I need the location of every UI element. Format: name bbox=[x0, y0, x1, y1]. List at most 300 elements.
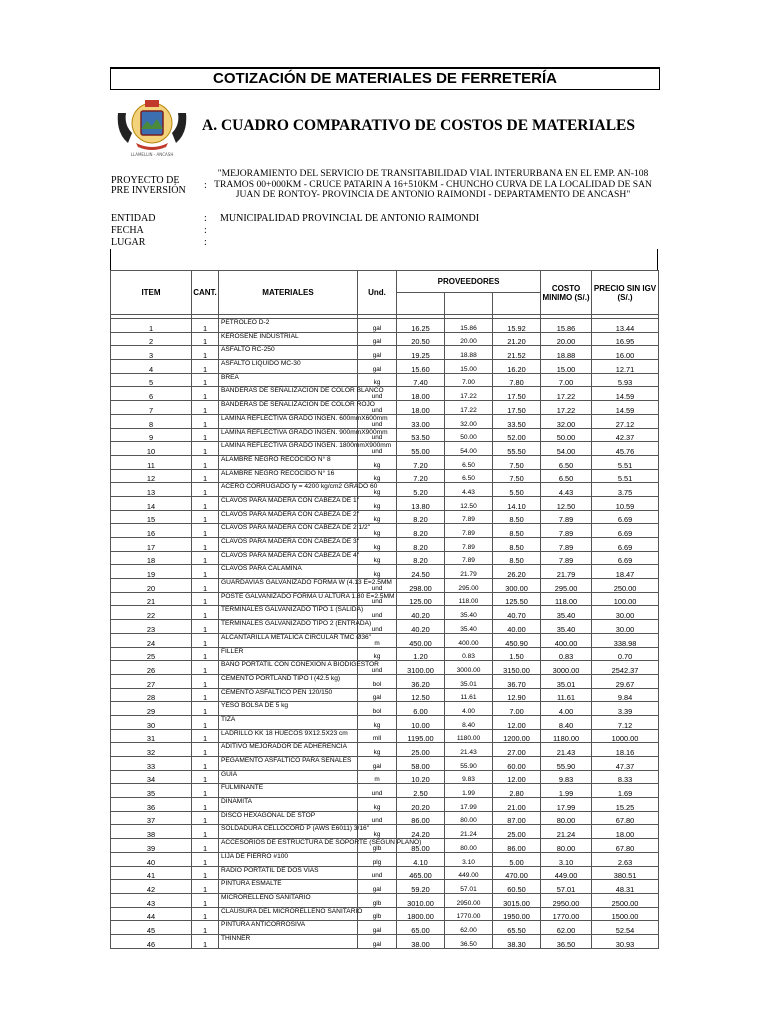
item-cell: 10 bbox=[111, 442, 192, 456]
proveedor-3-price: 1200.00 bbox=[493, 729, 541, 743]
material-cell: BREA bbox=[219, 373, 358, 387]
table-row bbox=[111, 414, 659, 428]
proveedor-3-price: 12.00 bbox=[493, 715, 541, 729]
proveedor-3-price: 8.50 bbox=[493, 510, 541, 524]
material-cell: FULMINANTE bbox=[219, 784, 358, 798]
und-cell: gal bbox=[358, 934, 397, 948]
proyecto-value: "MEJORAMIENTO DEL SERVICIO DE TRANSITABILIDAD VIAL INTERURBANA EN EL EMP. AN-108 TRAMOS 00+000KM - CRUCE PATARIN A 16+510KM - CHUNCHO CURVA DE LA LOCALIDAD DE SAN JUAN DE RONTOY- PROVINCIA DE ANTONIO RAIMONDI - DEPARTAMENTO DE ANCASH" bbox=[214, 168, 652, 200]
item-cell: 19 bbox=[111, 565, 192, 579]
item-cell: 22 bbox=[111, 606, 192, 620]
entidad-colon: : bbox=[204, 213, 207, 224]
material-cell: POSTE GALVANIZADO FORMA U ALTURA 1.80 E=2.5MM bbox=[219, 592, 358, 606]
proveedor-2-price: 1770.00 bbox=[445, 907, 493, 921]
material-cell: CLAVOS PARA MADERA CON CABEZA DE 1" bbox=[219, 496, 358, 510]
cant-cell: 1 bbox=[192, 770, 219, 784]
und-cell: kg bbox=[358, 373, 397, 387]
proveedor-2-price: 0.83 bbox=[445, 647, 493, 661]
costo-minimo-cell: 9.83 bbox=[541, 770, 592, 784]
costo-minimo-cell: 7.89 bbox=[541, 551, 592, 565]
table-row bbox=[111, 401, 659, 415]
costo-minimo-cell: 295.00 bbox=[541, 579, 592, 593]
precio-sin-igv-cell: 1.69 bbox=[592, 784, 659, 798]
proveedor-2-price: 35.01 bbox=[445, 674, 493, 688]
proveedor-2-price: 20.00 bbox=[445, 332, 493, 346]
municipal-coat-of-arms-icon bbox=[114, 93, 190, 159]
cant-cell: 1 bbox=[192, 715, 219, 729]
und-cell: kg bbox=[358, 825, 397, 839]
material-cell: CLAVOS PARA MADERA CON CABEZA DE 2" bbox=[219, 510, 358, 524]
proveedor-2-price: 8.40 bbox=[445, 715, 493, 729]
table-row bbox=[111, 798, 659, 812]
precio-sin-igv-cell: 45.76 bbox=[592, 442, 659, 456]
costo-minimo-cell: 6.50 bbox=[541, 455, 592, 469]
table-row bbox=[111, 510, 659, 524]
entidad-value: MUNICIPALIDAD PROVINCIAL DE ANTONIO RAIMONDI bbox=[220, 213, 480, 224]
und-cell: gal bbox=[358, 319, 397, 333]
entidad-label: ENTIDAD bbox=[111, 213, 156, 224]
precio-sin-igv-cell: 8.33 bbox=[592, 770, 659, 784]
proveedor-1-price: 16.25 bbox=[397, 319, 445, 333]
material-cell: GUIA bbox=[219, 770, 358, 784]
table-row bbox=[111, 784, 659, 798]
item-cell: 17 bbox=[111, 538, 192, 552]
proveedor-1-price: 24.20 bbox=[397, 825, 445, 839]
material-cell: ALAMBRE NEGRO RECOCIDO N° 8 bbox=[219, 455, 358, 469]
proveedor-3-price: 87.00 bbox=[493, 811, 541, 825]
precio-sin-igv-cell: 30.00 bbox=[592, 620, 659, 634]
proveedor-3-price: 36.70 bbox=[493, 674, 541, 688]
proveedor-2-price: 7.89 bbox=[445, 538, 493, 552]
proveedor-1-price: 8.20 bbox=[397, 551, 445, 565]
proveedor-1-price: 465.00 bbox=[397, 866, 445, 880]
cant-cell: 1 bbox=[192, 428, 219, 442]
item-cell: 4 bbox=[111, 360, 192, 374]
und-cell: und bbox=[358, 592, 397, 606]
proveedor-3-price: 38.30 bbox=[493, 934, 541, 948]
proveedor-3-price: 55.50 bbox=[493, 442, 541, 456]
proveedor-1-price: 33.00 bbox=[397, 414, 445, 428]
cant-cell: 1 bbox=[192, 496, 219, 510]
proveedor-3-price: 8.50 bbox=[493, 538, 541, 552]
table-row bbox=[111, 524, 659, 538]
proveedor-3-price: 5.00 bbox=[493, 852, 541, 866]
precio-sin-igv-cell: 7.12 bbox=[592, 715, 659, 729]
proveedor-1-price: 298.00 bbox=[397, 579, 445, 593]
proveedor-2-price: 118.00 bbox=[445, 592, 493, 606]
cant-cell: 1 bbox=[192, 346, 219, 360]
frame-right-line bbox=[657, 249, 658, 271]
cant-cell: 1 bbox=[192, 565, 219, 579]
item-cell: 38 bbox=[111, 825, 192, 839]
proveedor-1-price: 1.20 bbox=[397, 647, 445, 661]
table-row bbox=[111, 825, 659, 839]
document-title: COTIZACIÓN DE MATERIALES DE FERRETERÍA bbox=[110, 67, 660, 90]
und-cell: kg bbox=[358, 715, 397, 729]
und-cell: kg bbox=[358, 743, 397, 757]
costo-minimo-cell: 80.00 bbox=[541, 839, 592, 853]
und-cell: kg bbox=[358, 551, 397, 565]
material-cell: LAMINA REFLECTIVA GRADO INGEN. 900mmX900mm bbox=[219, 428, 358, 442]
proveedor-2-price: 7.89 bbox=[445, 551, 493, 565]
precio-sin-igv-cell: 6.69 bbox=[592, 551, 659, 565]
item-cell: 23 bbox=[111, 620, 192, 634]
material-cell: ALCANTARILLA METALICA CIRCULAR TMC Ø36" bbox=[219, 633, 358, 647]
precio-sin-igv-cell: 9.84 bbox=[592, 688, 659, 702]
material-cell: CLAUSURA DEL MICRORELLENO SANITARIO bbox=[219, 907, 358, 921]
material-cell: TIZA bbox=[219, 715, 358, 729]
cant-cell: 1 bbox=[192, 934, 219, 948]
item-cell: 36 bbox=[111, 798, 192, 812]
und-cell: glb bbox=[358, 893, 397, 907]
cant-cell: 1 bbox=[192, 702, 219, 716]
proyecto-label-line1: PROYECTO DE bbox=[111, 175, 180, 186]
proveedor-1-price: 25.00 bbox=[397, 743, 445, 757]
table-row bbox=[111, 483, 659, 497]
item-cell: 14 bbox=[111, 496, 192, 510]
precio-sin-igv-cell: 14.59 bbox=[592, 401, 659, 415]
material-cell: DISCO HEXAGONAL DE STOP bbox=[219, 811, 358, 825]
cant-cell: 1 bbox=[192, 852, 219, 866]
und-cell: und bbox=[358, 414, 397, 428]
proveedor-3-price: 16.20 bbox=[493, 360, 541, 374]
und-cell: und bbox=[358, 811, 397, 825]
item-cell: 6 bbox=[111, 387, 192, 401]
costo-minimo-cell: 35.01 bbox=[541, 674, 592, 688]
precio-sin-igv-cell: 5.51 bbox=[592, 455, 659, 469]
proveedor-1-price: 19.25 bbox=[397, 346, 445, 360]
proveedor-3-price: 52.00 bbox=[493, 428, 541, 442]
material-cell: CLAVOS PARA MADERA CON CABEZA DE 2 1/2" bbox=[219, 524, 358, 538]
proveedor-1-price: 1195.00 bbox=[397, 729, 445, 743]
proveedor-3-price: 450.90 bbox=[493, 633, 541, 647]
proveedor-2-price: 32.00 bbox=[445, 414, 493, 428]
costo-minimo-cell: 21.24 bbox=[541, 825, 592, 839]
proveedor-3-price: 15.92 bbox=[493, 319, 541, 333]
proveedor-2-price: 21.79 bbox=[445, 565, 493, 579]
section-subtitle: A. CUADRO COMPARATIVO DE COSTOS DE MATERIALES bbox=[202, 117, 636, 134]
material-cell: ASFALTO RC-250 bbox=[219, 346, 358, 360]
cant-cell: 1 bbox=[192, 592, 219, 606]
header-proveedores: PROVEEDORES bbox=[397, 271, 541, 293]
precio-sin-igv-cell: 18.00 bbox=[592, 825, 659, 839]
table-row bbox=[111, 715, 659, 729]
costo-minimo-cell: 7.00 bbox=[541, 373, 592, 387]
header-und: Und. bbox=[358, 271, 397, 315]
proveedor-2-price: 21.24 bbox=[445, 825, 493, 839]
proveedor-1-price: 10.00 bbox=[397, 715, 445, 729]
costo-minimo-cell: 2950.00 bbox=[541, 893, 592, 907]
table-row bbox=[111, 620, 659, 634]
item-cell: 9 bbox=[111, 428, 192, 442]
proveedor-1-price: 58.00 bbox=[397, 757, 445, 771]
cant-cell: 1 bbox=[192, 907, 219, 921]
proveedor-2-price: 449.00 bbox=[445, 866, 493, 880]
item-cell: 15 bbox=[111, 510, 192, 524]
item-cell: 20 bbox=[111, 579, 192, 593]
table-row bbox=[111, 866, 659, 880]
proveedor-2-price: 1.99 bbox=[445, 784, 493, 798]
proveedor-2-price: 4.00 bbox=[445, 702, 493, 716]
costo-minimo-cell: 1.99 bbox=[541, 784, 592, 798]
item-cell: 32 bbox=[111, 743, 192, 757]
precio-sin-igv-cell: 27.12 bbox=[592, 414, 659, 428]
item-cell: 13 bbox=[111, 483, 192, 497]
material-cell: SOLDADURA CELLOCORD P (AWS E6011) 3/16" bbox=[219, 825, 358, 839]
item-cell: 39 bbox=[111, 839, 192, 853]
costo-minimo-cell: 36.50 bbox=[541, 934, 592, 948]
proveedor-1-price: 2.50 bbox=[397, 784, 445, 798]
item-cell: 12 bbox=[111, 469, 192, 483]
fecha-colon: : bbox=[204, 225, 207, 236]
proveedor-2-price: 18.88 bbox=[445, 346, 493, 360]
material-cell: PEGAMENTO ASFALTICO PARA SEÑALES bbox=[219, 757, 358, 771]
und-cell: und bbox=[358, 620, 397, 634]
frame-left-line bbox=[110, 249, 111, 271]
proveedor-3-price: 12.90 bbox=[493, 688, 541, 702]
und-cell: m bbox=[358, 633, 397, 647]
proveedor-2-price: 3.10 bbox=[445, 852, 493, 866]
und-cell: gal bbox=[358, 346, 397, 360]
und-cell: und bbox=[358, 661, 397, 675]
table-row bbox=[111, 661, 659, 675]
header-item: ITEM bbox=[111, 271, 192, 315]
proveedor-1-price: 40.20 bbox=[397, 620, 445, 634]
item-cell: 16 bbox=[111, 524, 192, 538]
precio-sin-igv-cell: 30.93 bbox=[592, 934, 659, 948]
precio-sin-igv-cell: 1000.00 bbox=[592, 729, 659, 743]
costo-minimo-cell: 17.99 bbox=[541, 798, 592, 812]
proveedor-3-price: 86.00 bbox=[493, 839, 541, 853]
cant-cell: 1 bbox=[192, 579, 219, 593]
costo-minimo-cell: 4.43 bbox=[541, 483, 592, 497]
cant-cell: 1 bbox=[192, 469, 219, 483]
material-cell: TERMINALES GALVANIZADO TIPO 2 (ENTRADA) bbox=[219, 620, 358, 634]
proveedor-2-price: 6.50 bbox=[445, 455, 493, 469]
material-cell: BANDERAS DE SEÑALIZACION DE COLOR ROJO bbox=[219, 401, 358, 415]
item-cell: 3 bbox=[111, 346, 192, 360]
proveedor-3-price: 1950.00 bbox=[493, 907, 541, 921]
proveedor-2-price: 17.22 bbox=[445, 387, 493, 401]
table-row bbox=[111, 346, 659, 360]
precio-sin-igv-cell: 14.59 bbox=[592, 387, 659, 401]
costo-minimo-cell: 80.00 bbox=[541, 811, 592, 825]
proveedor-2-price: 21.43 bbox=[445, 743, 493, 757]
item-cell: 42 bbox=[111, 880, 192, 894]
table-row bbox=[111, 387, 659, 401]
precio-sin-igv-cell: 12.71 bbox=[592, 360, 659, 374]
precio-sin-igv-cell: 15.25 bbox=[592, 798, 659, 812]
item-cell: 45 bbox=[111, 921, 192, 935]
table-row bbox=[111, 319, 659, 333]
table-row bbox=[111, 579, 659, 593]
item-cell: 37 bbox=[111, 811, 192, 825]
cant-cell: 1 bbox=[192, 798, 219, 812]
table-row bbox=[111, 702, 659, 716]
cant-cell: 1 bbox=[192, 387, 219, 401]
material-cell: CLAVOS PARA CALAMINA bbox=[219, 565, 358, 579]
proveedor-2-price: 80.00 bbox=[445, 811, 493, 825]
proveedor-2-price: 36.50 bbox=[445, 934, 493, 948]
costo-minimo-cell: 21.43 bbox=[541, 743, 592, 757]
proveedor-1-price: 15.60 bbox=[397, 360, 445, 374]
proveedor-3-price: 2.80 bbox=[493, 784, 541, 798]
proveedor-1-price: 85.00 bbox=[397, 839, 445, 853]
und-cell: plg bbox=[358, 852, 397, 866]
table-row bbox=[111, 592, 659, 606]
und-cell: kg bbox=[358, 510, 397, 524]
cant-cell: 1 bbox=[192, 483, 219, 497]
fecha-label: FECHA bbox=[111, 225, 144, 236]
item-cell: 21 bbox=[111, 592, 192, 606]
proveedor-1-price: 59.20 bbox=[397, 880, 445, 894]
precio-sin-igv-cell: 47.37 bbox=[592, 757, 659, 771]
item-cell: 31 bbox=[111, 729, 192, 743]
cant-cell: 1 bbox=[192, 661, 219, 675]
item-cell: 28 bbox=[111, 688, 192, 702]
material-cell: GUARDAVIAS GALVANIZADO FORMA W (4.13 E=2.5MM bbox=[219, 579, 358, 593]
table-row bbox=[111, 633, 659, 647]
cant-cell: 1 bbox=[192, 373, 219, 387]
costo-minimo-cell: 118.00 bbox=[541, 592, 592, 606]
precio-sin-igv-cell: 18.16 bbox=[592, 743, 659, 757]
header-costo-minimo: COSTO MINIMO (S/.) bbox=[541, 271, 592, 315]
lugar-label: LUGAR bbox=[111, 237, 146, 248]
proveedor-2-price: 11.61 bbox=[445, 688, 493, 702]
proveedor-2-price: 55.90 bbox=[445, 757, 493, 771]
proveedor-2-price: 15.86 bbox=[445, 319, 493, 333]
header-proveedor-1 bbox=[397, 293, 445, 315]
proveedor-3-price: 21.52 bbox=[493, 346, 541, 360]
proveedor-1-price: 125.00 bbox=[397, 592, 445, 606]
proveedor-3-price: 40.70 bbox=[493, 606, 541, 620]
cant-cell: 1 bbox=[192, 551, 219, 565]
table-row bbox=[111, 907, 659, 921]
und-cell: und bbox=[358, 606, 397, 620]
proveedor-2-price: 54.00 bbox=[445, 442, 493, 456]
cant-cell: 1 bbox=[192, 442, 219, 456]
proveedor-2-price: 17.22 bbox=[445, 401, 493, 415]
header-precio-sin-igv: PRECIO SIN IGV (S/.) bbox=[592, 271, 659, 315]
proveedor-1-price: 5.20 bbox=[397, 483, 445, 497]
table-row bbox=[111, 880, 659, 894]
costo-minimo-cell: 1180.00 bbox=[541, 729, 592, 743]
costo-minimo-cell: 21.79 bbox=[541, 565, 592, 579]
material-cell: LAMINA REFLECTIVA GRADO INGEN. 1800mmX900mm bbox=[219, 442, 358, 456]
table-row bbox=[111, 921, 659, 935]
proveedor-3-price: 65.50 bbox=[493, 921, 541, 935]
precio-sin-igv-cell: 42.37 bbox=[592, 428, 659, 442]
proyecto-label-line2: PRE INVERSIÓN bbox=[111, 185, 186, 196]
cant-cell: 1 bbox=[192, 811, 219, 825]
costo-minimo-cell: 15.86 bbox=[541, 319, 592, 333]
table-row bbox=[111, 332, 659, 346]
material-cell: CEMENTO PORTLAND TIPO I (42.5 kg) bbox=[219, 674, 358, 688]
table-row bbox=[111, 373, 659, 387]
proveedor-1-price: 1800.00 bbox=[397, 907, 445, 921]
proveedor-1-price: 8.20 bbox=[397, 538, 445, 552]
cant-cell: 1 bbox=[192, 414, 219, 428]
item-cell: 8 bbox=[111, 414, 192, 428]
cant-cell: 1 bbox=[192, 674, 219, 688]
item-cell: 26 bbox=[111, 661, 192, 675]
precio-sin-igv-cell: 29.67 bbox=[592, 674, 659, 688]
material-cell: THINNER bbox=[219, 934, 358, 948]
precio-sin-igv-cell: 52.54 bbox=[592, 921, 659, 935]
material-cell: CLAVOS PARA MADERA CON CABEZA DE 4" bbox=[219, 551, 358, 565]
precio-sin-igv-cell: 13.44 bbox=[592, 319, 659, 333]
proveedor-3-price: 25.00 bbox=[493, 825, 541, 839]
cant-cell: 1 bbox=[192, 921, 219, 935]
und-cell: m bbox=[358, 770, 397, 784]
material-cell: PINTURA ESMALTE bbox=[219, 880, 358, 894]
table-row bbox=[111, 455, 659, 469]
table-row bbox=[111, 893, 659, 907]
proveedor-3-price: 1.50 bbox=[493, 647, 541, 661]
svg-text:LLAMELLIN - ANCASH: LLAMELLIN - ANCASH bbox=[130, 152, 174, 157]
und-cell: kg bbox=[358, 455, 397, 469]
material-cell: ADITIVO MEJORADOR DE ADHERENCIA bbox=[219, 743, 358, 757]
cant-cell: 1 bbox=[192, 620, 219, 634]
und-cell: kg bbox=[358, 647, 397, 661]
item-cell: 24 bbox=[111, 633, 192, 647]
precio-sin-igv-cell: 5.51 bbox=[592, 469, 659, 483]
material-cell: CEMENTO ASFALTICO PEN 120/150 bbox=[219, 688, 358, 702]
materials-table bbox=[110, 270, 659, 949]
proveedor-1-price: 18.00 bbox=[397, 387, 445, 401]
costo-minimo-cell: 7.89 bbox=[541, 510, 592, 524]
proveedor-3-price: 21.20 bbox=[493, 332, 541, 346]
costo-minimo-cell: 50.00 bbox=[541, 428, 592, 442]
cant-cell: 1 bbox=[192, 825, 219, 839]
table-row bbox=[111, 770, 659, 784]
proveedor-2-price: 7.89 bbox=[445, 510, 493, 524]
table-row bbox=[111, 852, 659, 866]
proveedor-2-price: 12.50 bbox=[445, 496, 493, 510]
und-cell: und bbox=[358, 428, 397, 442]
proveedor-1-price: 20.50 bbox=[397, 332, 445, 346]
proveedor-3-price: 8.50 bbox=[493, 551, 541, 565]
header-materiales: MATERIALES bbox=[219, 271, 358, 315]
und-cell: gal bbox=[358, 332, 397, 346]
item-cell: 25 bbox=[111, 647, 192, 661]
und-cell: bol bbox=[358, 674, 397, 688]
proveedor-3-price: 7.80 bbox=[493, 373, 541, 387]
table-row bbox=[111, 729, 659, 743]
table-row bbox=[111, 496, 659, 510]
material-cell: DINAMITA bbox=[219, 798, 358, 812]
proveedor-2-price: 57.01 bbox=[445, 880, 493, 894]
proveedor-2-price: 35.40 bbox=[445, 620, 493, 634]
table-row bbox=[111, 551, 659, 565]
precio-sin-igv-cell: 6.69 bbox=[592, 538, 659, 552]
proveedor-1-price: 36.20 bbox=[397, 674, 445, 688]
proveedor-1-price: 55.00 bbox=[397, 442, 445, 456]
costo-minimo-cell: 8.40 bbox=[541, 715, 592, 729]
proveedor-2-price: 9.83 bbox=[445, 770, 493, 784]
und-cell: kg bbox=[358, 483, 397, 497]
cant-cell: 1 bbox=[192, 401, 219, 415]
precio-sin-igv-cell: 3.39 bbox=[592, 702, 659, 716]
und-cell: und bbox=[358, 387, 397, 401]
item-cell: 40 bbox=[111, 852, 192, 866]
proveedor-1-price: 38.00 bbox=[397, 934, 445, 948]
proveedor-2-price: 3000.00 bbox=[445, 661, 493, 675]
proveedor-2-price: 50.00 bbox=[445, 428, 493, 442]
proveedor-1-price: 10.20 bbox=[397, 770, 445, 784]
precio-sin-igv-cell: 338.98 bbox=[592, 633, 659, 647]
proveedor-2-price: 17.99 bbox=[445, 798, 493, 812]
item-cell: 27 bbox=[111, 674, 192, 688]
